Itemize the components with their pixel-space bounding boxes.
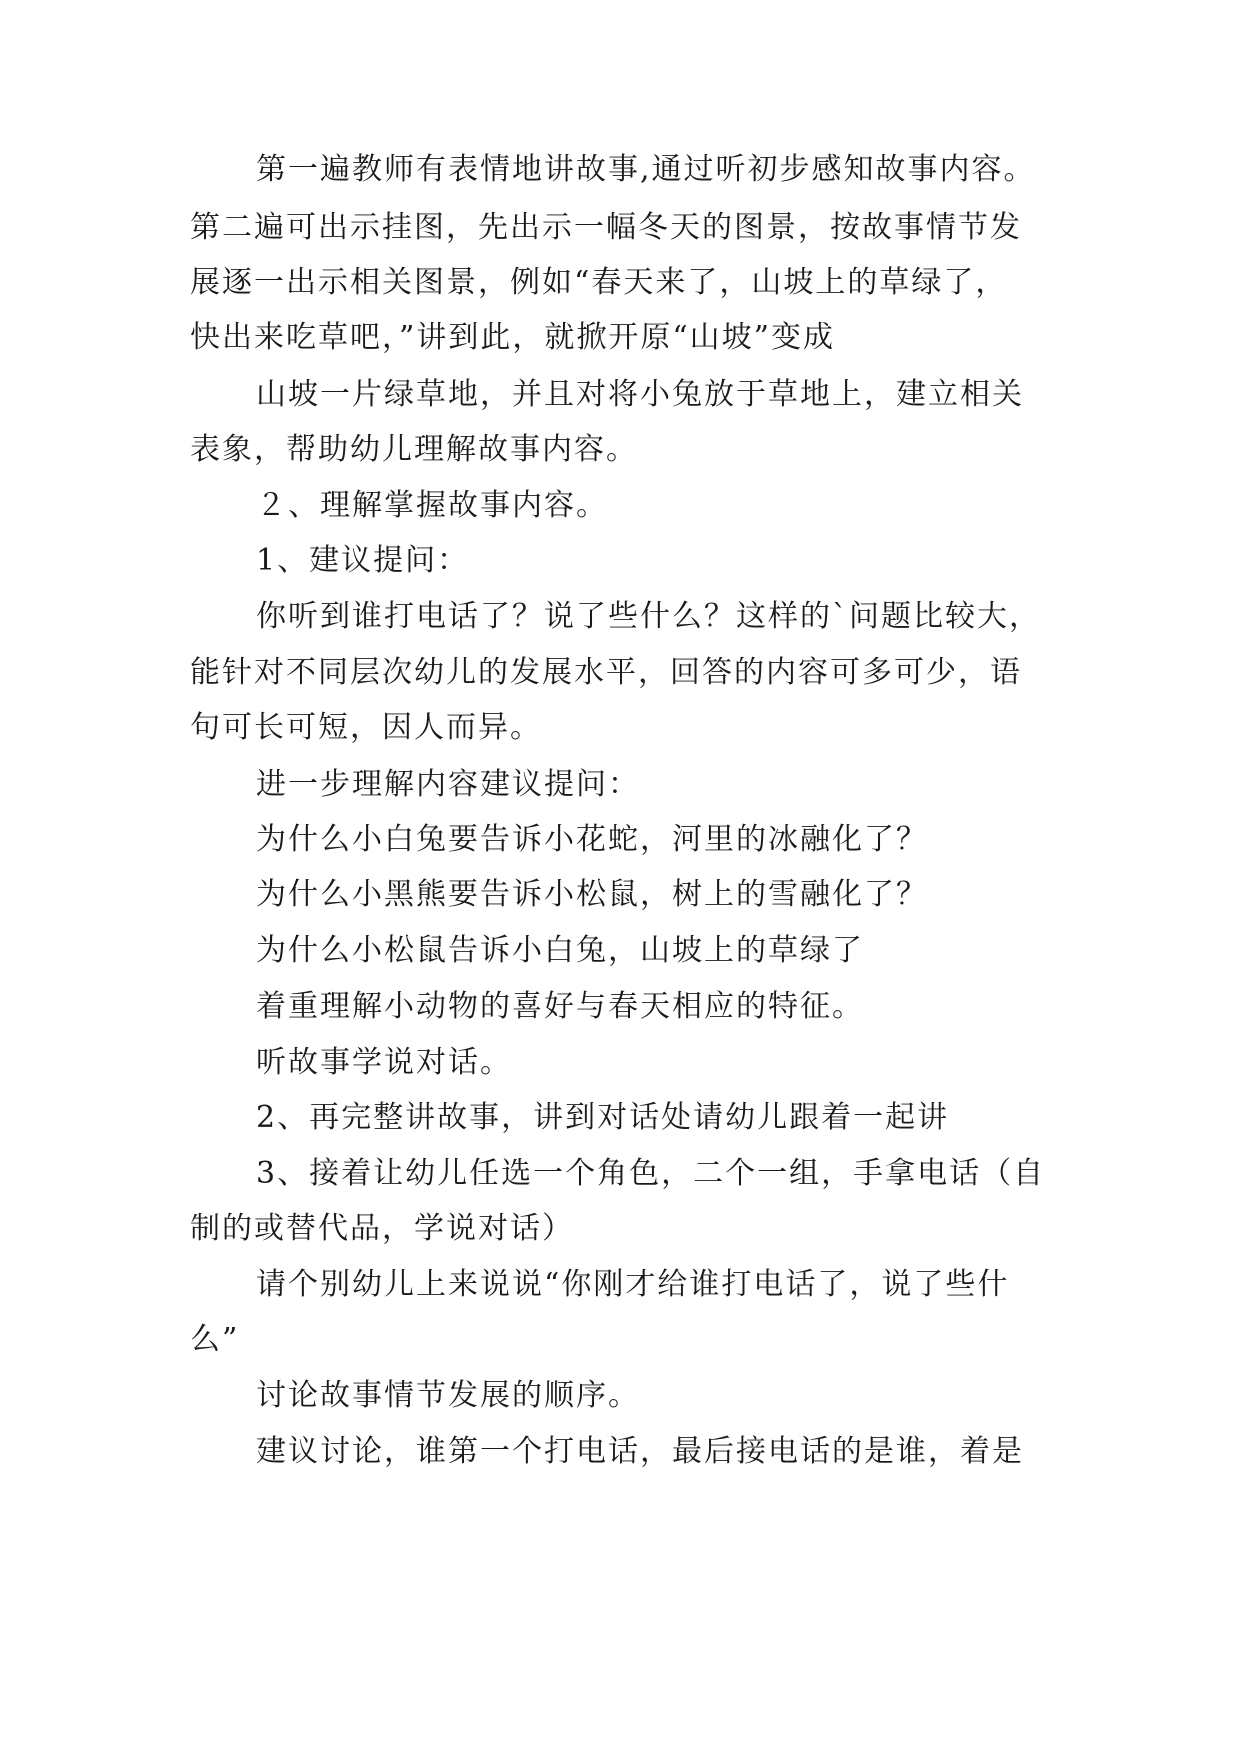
section-heading: ２、理解掌握故事内容。 [256, 488, 608, 523]
paragraph-line: 听故事学说对话。 [256, 1045, 512, 1080]
subsection-heading: 1、建议提问： [256, 543, 470, 578]
question-line: 为什么小白兔要告诉小花蛇，河里的冰融化了？ [256, 822, 928, 857]
paragraph-line: 山坡一片绿草地，并且对将小兔放于草地上，建立相关 [256, 377, 1024, 412]
paragraph-line: 进一步理解内容建议提问： [256, 767, 640, 802]
paragraph-line: 请个别幼儿上来说说“你刚才给谁打电话了，说了些什 [256, 1267, 1010, 1302]
paragraph-line: 第一遍教师有表情地讲故事,通过听初步感知故事内容。 [256, 152, 1036, 187]
paragraph-line: 着重理解小动物的喜好与春天相应的特征。 [256, 989, 864, 1024]
paragraph-line: 表象，帮助幼儿理解故事内容。 [190, 432, 638, 467]
paragraph-line: 讨论故事情节发展的顺序。 [256, 1378, 640, 1413]
paragraph-line: 3、接着让幼儿任选一个角色，二个一组，手拿电话（自 [256, 1156, 1046, 1191]
paragraph-line: 你听到谁打电话了？说了些什么？这样的`问题比较大， [256, 599, 1041, 634]
paragraph-line: 么” [190, 1322, 240, 1357]
paragraph-line: 建议讨论，谁第一个打电话，最后接电话的是谁，着是 [256, 1434, 1024, 1469]
paragraph-line: 能针对不同层次幼儿的发展水平，回答的内容可多可少，语 [190, 655, 1022, 690]
question-line: 为什么小黑熊要告诉小松鼠，树上的雪融化了？ [256, 877, 928, 912]
paragraph-line: 快出来吃草吧，”讲到此，就掀开原“山坡”变成 [190, 320, 836, 355]
paragraph-line: 制的或替代品，学说对话） [190, 1211, 574, 1246]
question-line: 为什么小松鼠告诉小白兔，山坡上的草绿了 [256, 933, 864, 968]
paragraph-line: 第二遍可出示挂图，先出示一幅冬天的图景，按故事情节发 [190, 210, 1022, 245]
paragraph-line: 2、再完整讲故事，讲到对话处请幼儿跟着一起讲 [256, 1100, 950, 1135]
paragraph-line: 句可长可短，因人而异。 [190, 710, 542, 745]
paragraph-line: 展逐一出示相关图景，例如“春天来了，山坡上的草绿了， [190, 265, 1008, 300]
